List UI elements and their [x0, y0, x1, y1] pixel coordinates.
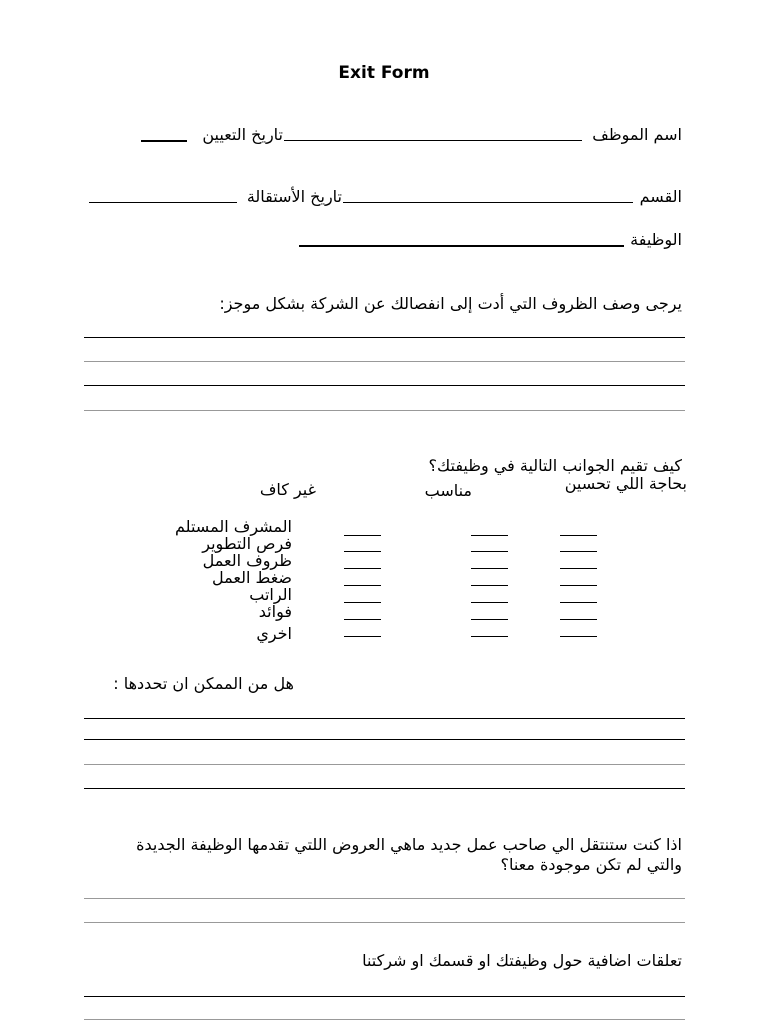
rating-adequate-blank[interactable]: [471, 535, 508, 536]
rating-adequate-blank[interactable]: [471, 636, 508, 637]
rating-aspect-label: اخري: [256, 624, 292, 643]
circumstances-question: يرجى وصف الظروف التي أدت إلى انفصالك عن الشركة بشكل موجز:: [219, 294, 682, 313]
employee-name-field[interactable]: [284, 140, 582, 141]
new-employer-question-line1: اذا كنت ستنتقل الي صاحب عمل جديد ماهي العروض اللتي تقدمها الوظيفة الجديدة: [136, 835, 682, 854]
additional-comments-question: تعلقات اضافية حول وظيفتك او قسمك او شركتنا: [362, 951, 682, 970]
rating-needs-improvement-blank[interactable]: [560, 619, 597, 620]
rating-inadequate-blank[interactable]: [344, 636, 381, 637]
circumstances-answer-line[interactable]: [84, 337, 685, 338]
new-employer-question-line2: والتي لم تكن موجودة معنا؟: [500, 855, 682, 874]
hire-date-label: تاريخ التعيين: [202, 125, 283, 144]
circumstances-answer-line[interactable]: [84, 361, 685, 362]
rating-inadequate-blank[interactable]: [344, 602, 381, 603]
rating-needs-improvement-blank[interactable]: [560, 568, 597, 569]
rating-needs-improvement-blank[interactable]: [560, 551, 597, 552]
rating-aspect-label: ضغط العمل: [212, 568, 292, 587]
rating-question: كيف تقيم الجوانب التالية في وظيفتك؟: [428, 456, 682, 475]
new-employer-answer-line[interactable]: [84, 922, 685, 923]
department-field[interactable]: [343, 202, 633, 203]
rating-column-inadequate: غير كاف: [259, 480, 316, 499]
employee-name-label: اسم الموظف: [592, 125, 682, 144]
rating-needs-improvement-blank[interactable]: [560, 535, 597, 536]
position-label: الوظيفة: [630, 230, 682, 249]
specify-answer-line[interactable]: [84, 718, 685, 719]
rating-needs-improvement-blank[interactable]: [560, 602, 597, 603]
rating-aspect-label: ظروف العمل: [202, 551, 292, 570]
form-title: Exit Form: [338, 63, 430, 83]
rating-column-needs-improvement: بحاجة اللي تحسين: [564, 474, 687, 493]
rating-needs-improvement-blank[interactable]: [560, 636, 597, 637]
specify-question: هل من الممكن ان تحددها :: [113, 674, 294, 693]
position-field[interactable]: [299, 245, 624, 247]
rating-column-adequate: مناسب: [424, 481, 472, 500]
rating-adequate-blank[interactable]: [471, 602, 508, 603]
additional-comments-answer-line[interactable]: [84, 1019, 685, 1020]
rating-inadequate-blank[interactable]: [344, 619, 381, 620]
circumstances-answer-line[interactable]: [84, 385, 685, 386]
rating-adequate-blank[interactable]: [471, 551, 508, 552]
rating-adequate-blank[interactable]: [471, 585, 508, 586]
rating-adequate-blank[interactable]: [471, 568, 508, 569]
rating-aspect-label: الراتب: [249, 585, 292, 604]
specify-answer-line[interactable]: [84, 739, 685, 740]
circumstances-answer-line[interactable]: [84, 410, 685, 411]
resignation-date-field[interactable]: [89, 202, 237, 203]
hire-date-field[interactable]: [141, 140, 187, 142]
rating-needs-improvement-blank[interactable]: [560, 585, 597, 586]
rating-inadequate-blank[interactable]: [344, 535, 381, 536]
rating-adequate-blank[interactable]: [471, 619, 508, 620]
resignation-date-label: تاريخ الأستقالة: [246, 187, 342, 206]
rating-inadequate-blank[interactable]: [344, 568, 381, 569]
rating-aspect-label: فوائد: [258, 602, 292, 621]
specify-answer-line[interactable]: [84, 764, 685, 765]
additional-comments-answer-line[interactable]: [84, 996, 685, 997]
rating-inadequate-blank[interactable]: [344, 585, 381, 586]
rating-aspect-label: فرص التطوير: [202, 534, 292, 553]
department-label: القسم: [639, 187, 682, 206]
rating-aspect-label: المشرف المستلم: [175, 517, 292, 536]
new-employer-answer-line[interactable]: [84, 898, 685, 899]
specify-answer-line[interactable]: [84, 788, 685, 789]
rating-inadequate-blank[interactable]: [344, 551, 381, 552]
